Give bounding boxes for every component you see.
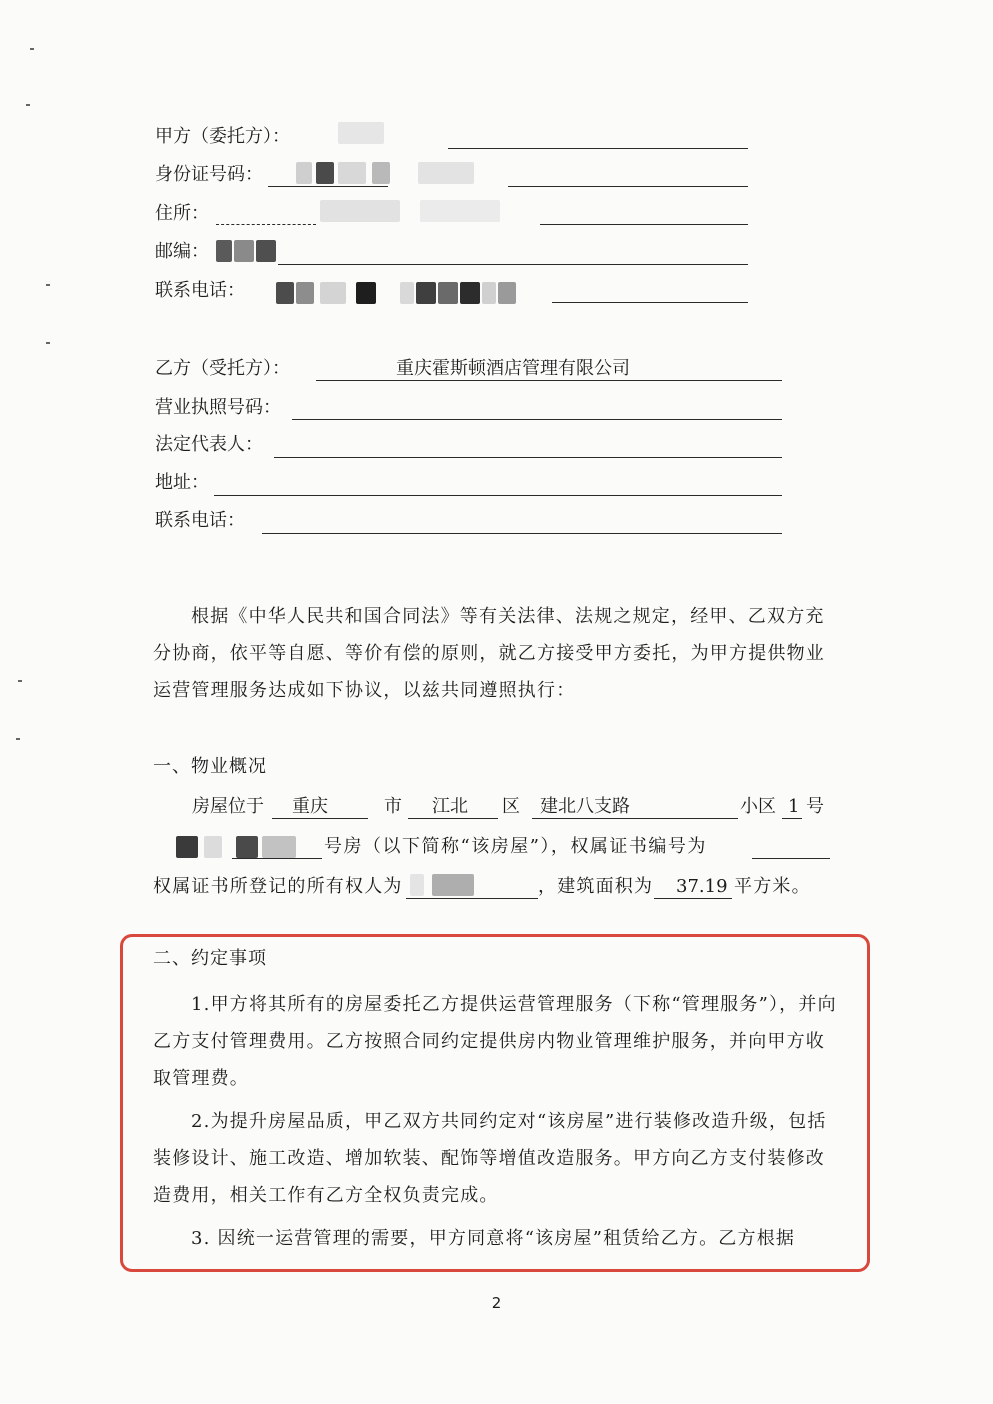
party-b-license-line <box>292 419 782 420</box>
redacted-unit <box>236 836 258 858</box>
redacted-phone <box>296 282 314 304</box>
section1-road-line <box>532 818 738 819</box>
preamble-text: 根据《中华人民共和国合同法》等有关法律、法规之规定，经甲、乙双方充分协商，依平等自愿、等价有偿的原则，就乙方接受甲方委托，为甲方提供物业运营管理服务达成如下协议，以兹共同遵照执行： <box>153 606 825 701</box>
redacted-phone <box>438 282 458 304</box>
party-b-phone-label: 联系电话： <box>155 510 245 531</box>
section1-city-suffix: 市 <box>384 796 402 817</box>
redacted-phone <box>498 282 516 304</box>
party-a-postcode-label: 邮编： <box>155 241 209 262</box>
redacted-unit <box>176 836 198 858</box>
section2-item3 <box>153 1220 843 1257</box>
party-a-postcode-line <box>278 264 748 265</box>
redacted-unit <box>262 836 296 858</box>
section2-item1 <box>153 986 843 1097</box>
redacted-phone <box>482 282 496 304</box>
party-a-phone-line <box>552 302 748 303</box>
redacted-id-block <box>372 162 390 184</box>
redacted-id-block <box>296 162 312 184</box>
party-a-address-label: 住所： <box>155 203 209 224</box>
redacted-phone <box>276 282 294 304</box>
redacted-phone <box>400 282 414 304</box>
section1-district-line <box>408 818 498 819</box>
redacted-owner <box>432 874 474 896</box>
party-a-title-label: 甲方（委托方）： <box>155 126 290 147</box>
section2-item2 <box>153 1103 843 1214</box>
party-b-phone-line <box>262 533 782 534</box>
scan-speck <box>16 738 20 740</box>
party-b-legal-rep-line <box>274 457 782 458</box>
party-b-address-line <box>214 495 782 496</box>
section2-heading: 二、约定事项 <box>153 948 267 969</box>
party-a-address-line <box>540 224 748 225</box>
section1-community-suffix: 小区 <box>740 796 776 817</box>
section1-district-suffix: 区 <box>502 796 520 817</box>
redacted-postcode <box>234 240 254 262</box>
party-b-title-label: 乙方（受托方）： <box>155 358 290 379</box>
party-a-name-line <box>448 148 748 149</box>
redacted-phone <box>416 282 436 304</box>
party-a-id-line <box>508 186 748 187</box>
preamble-paragraph <box>153 598 843 709</box>
section1-area-unit: 平方米。 <box>734 876 811 897</box>
section1-area-value: 37.19 <box>676 876 728 897</box>
section1-building-line <box>782 818 802 819</box>
section1-area-line <box>654 898 732 899</box>
redacted-postcode <box>216 240 232 262</box>
section1-heading: 一、物业概况 <box>153 756 267 777</box>
redacted-postcode <box>256 240 276 262</box>
party-a-address-line-short <box>216 224 316 225</box>
section1-location-prefix: 房屋位于 <box>192 796 264 817</box>
section1-owner-prefix: 权属证书所登记的所有权人为 <box>153 876 403 897</box>
section1-cert-no-line <box>752 858 830 859</box>
section1-road: 建北八支路 <box>540 796 630 817</box>
section1-area-prefix: ，建筑面积为 <box>538 876 654 897</box>
page-number: 2 <box>491 1294 502 1312</box>
party-b-license-label: 营业执照号码： <box>155 397 281 418</box>
section1-district: 江北 <box>432 796 468 817</box>
scan-speck <box>46 342 50 344</box>
section1-building-suffix: 号 <box>806 796 824 817</box>
scan-speck <box>26 104 30 106</box>
redacted-phone <box>356 282 376 304</box>
redacted-address <box>420 200 500 222</box>
section2-item1-text: 1.甲方将其所有的房屋委托乙方提供运营管理服务（下称“管理服务”），并向乙方支付管理费用。乙方按照合同约定提供房内物业管理维护服务，并向甲方收取管理费。 <box>153 994 837 1089</box>
section1-owner-line <box>406 898 538 899</box>
redacted-unit <box>204 836 222 858</box>
party-a-id-label: 身份证号码： <box>155 164 263 185</box>
party-a-phone-label: 联系电话： <box>155 280 245 301</box>
redacted-id-block <box>338 162 366 184</box>
party-a-id-line-short <box>268 186 388 187</box>
party-b-company-line <box>316 380 782 381</box>
section2-item3-text: 3. 因统一运营管理的需要，甲方同意将“该房屋”租赁给乙方。乙方根据 <box>191 1228 796 1249</box>
redacted-owner <box>410 874 424 896</box>
section1-line2-text: 号房（以下简称“该房屋”），权属证书编号为 <box>324 836 707 857</box>
redacted-phone <box>460 282 480 304</box>
redacted-party-a-name <box>338 122 384 144</box>
scan-speck <box>46 284 50 286</box>
section1-unit-line <box>232 858 322 859</box>
party-b-company-name: 重庆霍斯顿酒店管理有限公司 <box>396 358 630 379</box>
scan-speck <box>30 48 34 50</box>
party-b-legal-rep-label: 法定代表人： <box>155 434 263 455</box>
redacted-phone <box>320 282 346 304</box>
section1-city: 重庆 <box>292 796 328 817</box>
section1-city-line <box>272 818 368 819</box>
section1-building-no: 1 <box>788 796 800 817</box>
redacted-id-block <box>418 162 474 184</box>
party-b-address-label: 地址： <box>155 472 209 493</box>
scan-speck <box>18 680 22 682</box>
section2-item2-text: 2.为提升房屋品质，甲乙双方共同约定对“该房屋”进行装修改造升级，包括装修设计、施工改造、增加软装、配饰等增值改造服务。甲方向乙方支付装修改造费用，相关工作有乙方全权负责完成。 <box>153 1111 827 1206</box>
redacted-id-block <box>316 162 334 184</box>
redacted-address <box>320 200 400 222</box>
